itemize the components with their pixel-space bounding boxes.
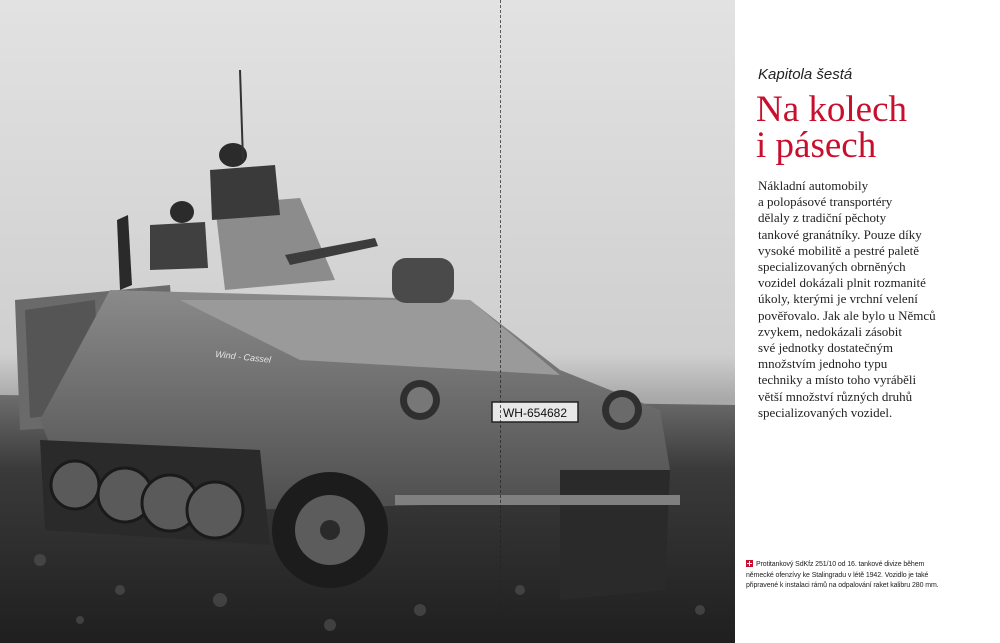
vehicle-side-name: Wind - Cassel <box>214 349 272 365</box>
caption-line: Protitankový SdKfz 251/10 od 16. tankové divize během <box>756 561 925 568</box>
intro-line: úkoly, kterými je vrchní velení <box>758 291 918 307</box>
intro-line: množstvím jednoho typu <box>758 356 888 372</box>
chapter-title-line-2: i pásech <box>756 125 877 166</box>
chapter-title-line-1: Na kolech <box>756 89 908 130</box>
intro-line: tankové granátníky. Pouze díky <box>758 226 922 242</box>
chapter-title <box>756 89 986 166</box>
page-gutter <box>500 0 501 643</box>
intro-line: vysoké mobilitě a pestré paletě <box>758 242 920 258</box>
intro-line: zvykem, nedokázali zásobit <box>758 323 903 339</box>
chapter-kicker: Kapitola šestá <box>758 66 853 83</box>
caption-cross-icon <box>746 560 753 567</box>
intro-line: vozidel dokázali plnit rozmanité <box>758 275 926 291</box>
intro-line: specializovaných obrněných <box>758 259 906 275</box>
intro-line: Nákladní automobily <box>758 178 869 193</box>
intro-line: své jednotky dostatečným <box>758 340 894 356</box>
caption-line: připravené k instalaci rámů na odpalování raket kalibru 280 mm. <box>746 582 939 589</box>
intro-line: pověřovalo. Jak ale bylo u Němců <box>758 307 936 323</box>
caption-line: německé ofenzívy ke Stalingradu v létě 1942. Vozidlo je také <box>746 571 929 579</box>
intro-line: specializovaných vozidel. <box>758 404 893 420</box>
intro-line: a polopásové transportéry <box>758 194 893 210</box>
intro-line: techniky a místo toho vyráběli <box>758 372 917 388</box>
intro-line: dělaly z tradiční pěchoty <box>758 210 887 226</box>
photo-caption <box>746 559 952 592</box>
intro-line: větší množství různých druhů <box>758 388 913 404</box>
vehicle-plate: WH-654682 <box>502 406 568 420</box>
chapter-intro <box>758 178 990 421</box>
